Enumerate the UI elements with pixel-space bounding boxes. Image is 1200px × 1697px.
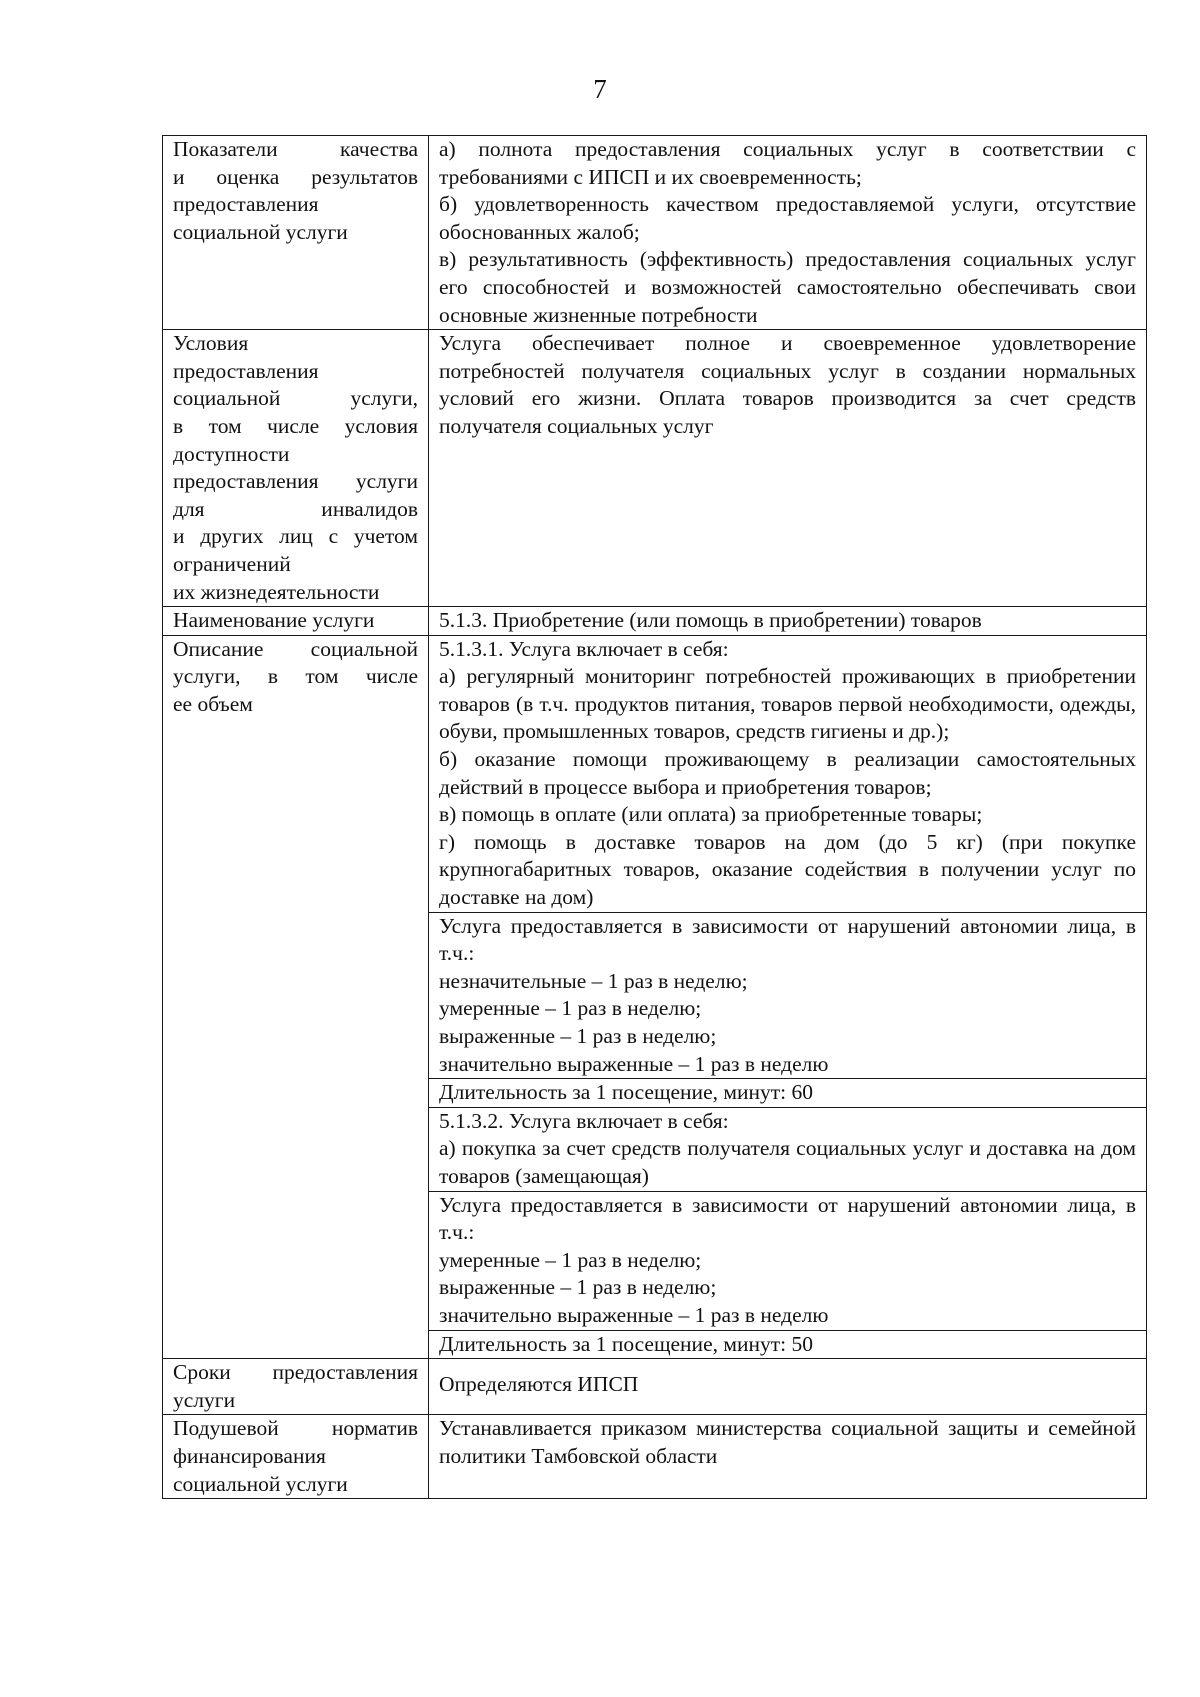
- quality-item-b: б) удовлетворенность качеством предоставляемой услуги, отсутствие обоснованных жалоб;: [439, 192, 1136, 244]
- label-line: предоставления: [173, 358, 319, 383]
- sub1-frequency-line: выраженные – 1 раз в неделю;: [439, 1024, 717, 1048]
- sub1-frequency-line: значительно выраженные – 1 раз в неделю: [439, 1051, 829, 1076]
- label-line: доступности: [173, 441, 290, 466]
- label-service-name: Наименование услуги: [163, 607, 429, 636]
- label-description: [163, 635, 429, 1358]
- sub1-item-b: б) оказание помощи проживающему в реализации самостоятельных действий в процессе выбора и приобретения товаров;: [439, 747, 1136, 799]
- financing-text: Устанавливается приказом министерства социальной защиты и семейной политики Тамбовской области: [429, 1415, 1147, 1499]
- sub1-frequency-intro: Услуга предоставляется в зависимости от нарушений автономии лица, в т.ч.:: [439, 913, 1136, 966]
- label-line: Описание социальной: [173, 636, 418, 661]
- table-row-terms: [163, 1359, 1147, 1415]
- label-line: социальной услуги,: [173, 386, 418, 411]
- table-row-description: [163, 635, 1147, 912]
- service-table: [162, 135, 1147, 1499]
- sub1-items-cell: [429, 635, 1147, 912]
- label-line: социальной услуги: [173, 219, 348, 244]
- sub2-frequency-line: значительно выраженные – 1 раз в неделю: [439, 1302, 829, 1327]
- label-terms: [163, 1359, 429, 1415]
- sub1-frequency-cell: [429, 912, 1147, 1079]
- label-line: Сроки предоставления: [173, 1360, 418, 1385]
- label-line: для инвалидов: [173, 496, 418, 521]
- sub1-frequency-line: незначительные – 1 раз в неделю;: [439, 968, 748, 993]
- sub2-frequency-intro: Услуга предоставляется в зависимости от нарушений автономии лица, в т.ч.:: [439, 1192, 1136, 1245]
- service-name-text: 5.1.3. Приобретение (или помощь в приобретении) товаров: [429, 607, 1147, 636]
- sub2-frequency-cell: [429, 1191, 1147, 1330]
- conditions-text: Услуга обеспечивает полное и своевременное удовлетворение потребностей получателя социальных услуг в создании нормальных условий его жизни. Оплата товаров производится за счет средств получателя социальных услуг: [439, 331, 1136, 438]
- sub2-frequency-line: выраженные – 1 раз в неделю;: [439, 1275, 717, 1300]
- label-financing: [163, 1415, 429, 1499]
- sub1-frequency-line: умеренные – 1 раз в неделю;: [439, 996, 702, 1021]
- label-line: Показатели качества: [173, 137, 418, 161]
- sub1-item-a: а) регулярный мониторинг потребностей проживающих в приобретении товаров (в т.ч. продуктов питания, товаров первой необходимости, одежды, обуви, промышленных товаров, средств гигиены и др.);: [439, 664, 1136, 744]
- sub1-item-d: г) помощь в доставке товаров на дом (до 5 кг) (при покупке крупногабаритных товаров, оказание содействия в получении услуг по доставке на дом): [439, 829, 1136, 910]
- sub2-duration: Длительность за 1 посещение, минут: 50: [429, 1330, 1147, 1359]
- label-line: в том числе условия: [173, 413, 418, 438]
- sub2-frequency-line: умеренные – 1 раз в неделю;: [439, 1247, 702, 1272]
- table-row-conditions: [163, 330, 1147, 607]
- content-conditions: [429, 330, 1147, 607]
- label-line: социальной услуги: [173, 1471, 348, 1496]
- sub2-title: 5.1.3.2. Услуга включает в себя:: [439, 1108, 729, 1133]
- content-quality: [429, 136, 1147, 330]
- label-line: и других лиц с учетом: [173, 524, 418, 549]
- sub1-title: 5.1.3.1. Услуга включает в себя:: [439, 636, 729, 661]
- table-row-quality: [163, 136, 1147, 330]
- label-line: услуги: [173, 1387, 236, 1412]
- label-line: предоставления: [173, 192, 319, 217]
- label-line: Подушевой норматив: [173, 1416, 418, 1441]
- label-conditions: [163, 330, 429, 607]
- label-line: и оценка результатов: [173, 164, 418, 189]
- label-line: их жизнедеятельности: [173, 579, 380, 604]
- label-quality: [163, 136, 429, 330]
- label-line: финансирования: [173, 1443, 326, 1468]
- label-line: предоставления услуги: [173, 469, 418, 494]
- sub2-item-a: а) покупка за счет средств получателя социальных услуг и доставка на дом товаров (замещающая): [439, 1136, 1136, 1188]
- quality-item-a: а) полнота предоставления социальных услуг в соответствии с требованиями с ИПСП и их своевременность;: [439, 137, 1136, 189]
- label-line: ее объем: [173, 691, 253, 716]
- sub2-items-cell: [429, 1107, 1147, 1191]
- page-number: 7: [593, 74, 607, 104]
- terms-text: Определяются ИПСП: [429, 1359, 1147, 1415]
- label-line: Условия: [173, 331, 249, 356]
- label-line: услуги, в том числе: [173, 664, 418, 689]
- table-row-service-name: [163, 607, 1147, 636]
- sub1-duration: Длительность за 1 посещение, минут: 60: [429, 1079, 1147, 1108]
- label-line: ограничений: [173, 551, 291, 576]
- quality-item-c: в) результативность (эффективность) предоставления социальных услуг его способностей и возможностей самостоятельно обеспечивать свои основные жизненные потребности: [439, 247, 1136, 327]
- sub1-item-c: в) помощь в оплате (или оплата) за приобретенные товары;: [439, 802, 983, 827]
- table-row-financing: [163, 1415, 1147, 1499]
